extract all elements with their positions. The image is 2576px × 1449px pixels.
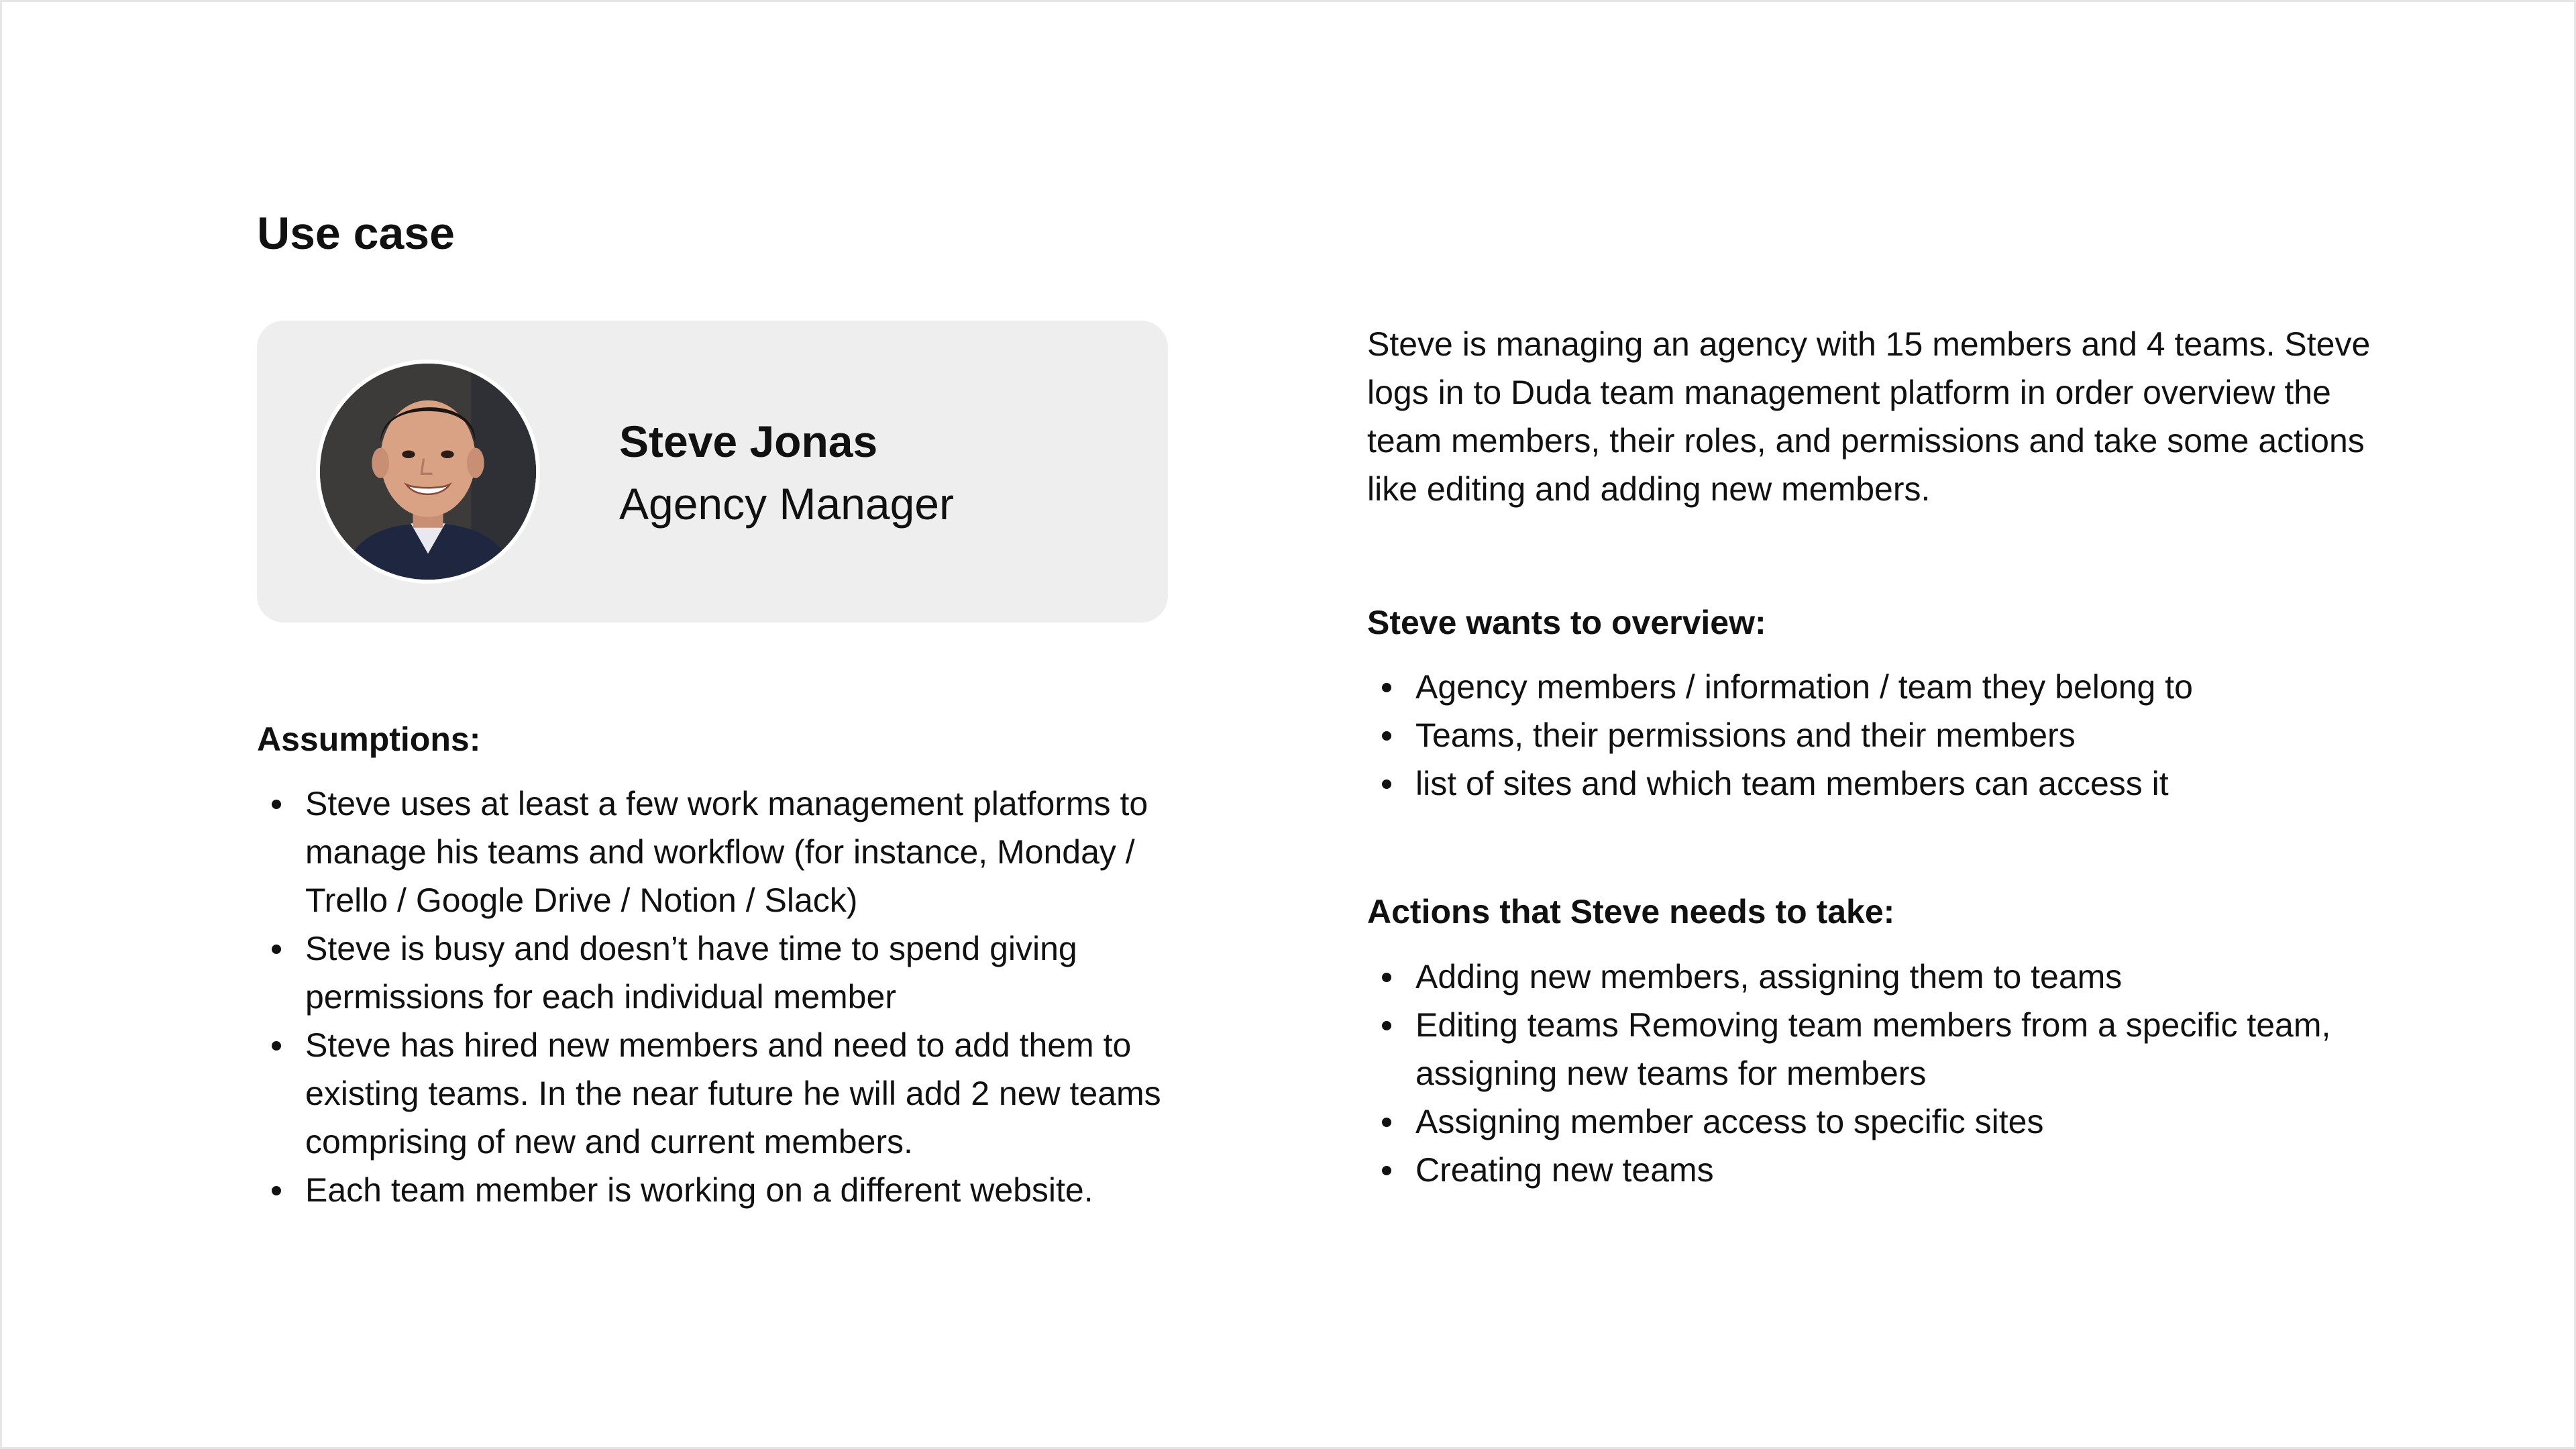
person-photo-icon (320, 364, 536, 580)
list-item: Adding new members, assigning them to teams (1367, 953, 2414, 1001)
persona-card (257, 321, 1168, 623)
actions-heading: Actions that Steve needs to take: (1367, 893, 1895, 930)
use-case-summary: Steve is managing an agency with 15 members and 4 teams. Steve logs in to Duda team management platform in order overview the team members, their roles, and permissions and take some actions like editing and adding new members. (1367, 325, 2371, 508)
persona-name: Steve Jonas (619, 417, 878, 466)
persona-role: Agency Manager (619, 479, 954, 529)
list-item: list of sites and which team members can access it (1367, 759, 2414, 808)
page-title: Use case (257, 208, 455, 259)
list-item: Agency members / information / team they belong to (1367, 663, 2414, 711)
avatar (316, 360, 540, 584)
assumptions-list (257, 780, 1210, 1214)
list-item: Creating new teams (1367, 1146, 2414, 1194)
overview-list (1367, 663, 2414, 808)
assumptions-heading: Assumptions: (257, 720, 481, 758)
list-item: Steve is busy and doesn’t have time to spend giving permissions for each individual member (257, 924, 1210, 1021)
list-item: Steve uses at least a few work management platforms to manage his teams and workflow (for instance, Monday / Trello / Google Drive / Notion / Slack) (257, 780, 1210, 924)
actions-list (1367, 953, 2414, 1194)
list-item: Editing teams Removing team members from a specific team, assigning new teams for members (1367, 1001, 2414, 1097)
list-item: Assigning member access to specific sites (1367, 1097, 2414, 1146)
list-item: Teams, their permissions and their members (1367, 711, 2414, 759)
overview-heading: Steve wants to overview: (1367, 604, 1766, 641)
list-item: Steve has hired new members and need to add them to existing teams. In the near future he will add 2 new teams comprising of new and current members. (257, 1021, 1210, 1166)
list-item: Each team member is working on a different website. (257, 1166, 1210, 1214)
